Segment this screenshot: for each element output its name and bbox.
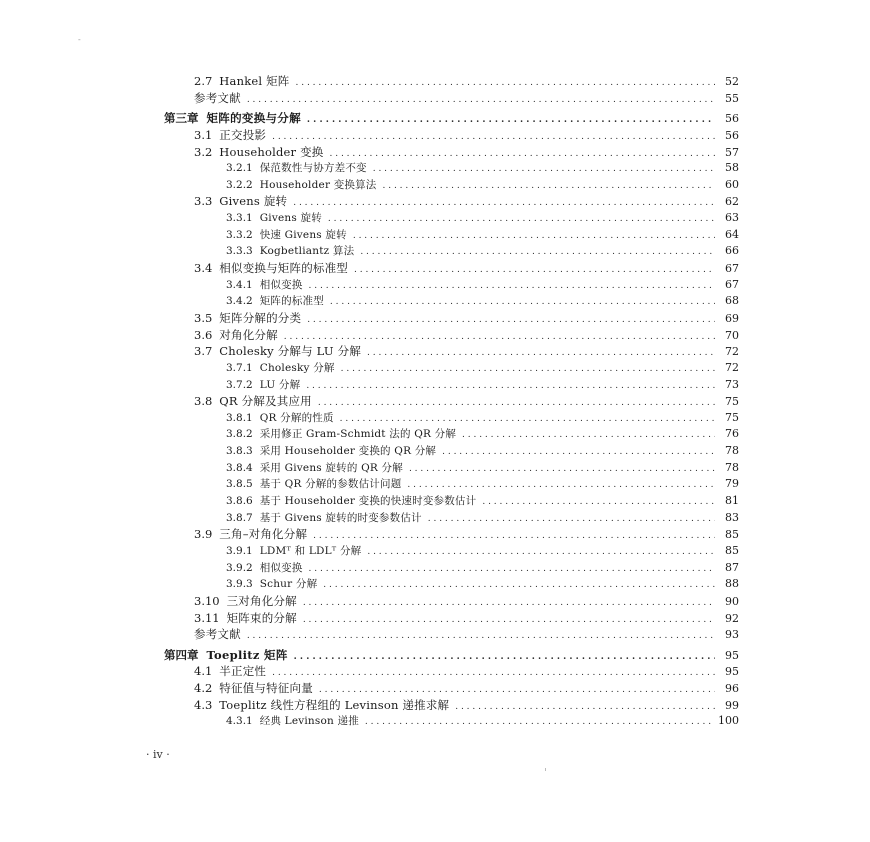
toc-entry-page: 57	[725, 145, 739, 159]
dot-leader	[296, 75, 716, 92]
dot-leader	[307, 312, 715, 329]
toc-entry-page: 79	[725, 477, 739, 491]
toc-entry-page: 85	[725, 543, 739, 557]
toc-entry[interactable]	[164, 593, 739, 610]
toc-entry-title: QR 分解的性质	[259, 411, 334, 424]
toc-entry-page: 73	[725, 377, 739, 391]
toc-entry[interactable]	[164, 210, 739, 227]
toc-entry-page: 67	[725, 262, 739, 276]
toc-entry-title: 基于 Householder 变换的快速时变参数估计	[259, 495, 477, 508]
toc-entry-page: 68	[725, 294, 739, 308]
toc-entry-number: 3.6	[194, 327, 213, 342]
toc-entry-page: 70	[725, 328, 739, 342]
dot-leader	[365, 714, 714, 731]
toc-entry[interactable]	[164, 260, 739, 277]
toc-entry[interactable]	[164, 90, 739, 107]
toc-entry[interactable]	[164, 193, 739, 210]
toc-entry-title: Cholesky 分解	[259, 361, 335, 374]
toc-entry-number: 3.7.2	[226, 378, 253, 391]
toc-entry-title: Schur 分解	[259, 578, 318, 591]
dot-leader	[340, 411, 715, 428]
toc-entry[interactable]	[164, 510, 739, 527]
toc-entry-title: 保范数性与协方差不变	[259, 162, 367, 175]
toc-entry[interactable]	[164, 576, 739, 593]
toc-entry-number: 3.9.2	[226, 561, 253, 574]
dot-leader	[294, 649, 715, 666]
toc-entry[interactable]	[164, 327, 739, 344]
toc-entry-title: 三对角化分解	[226, 593, 297, 608]
toc-entry[interactable]	[164, 460, 739, 477]
toc-entry-page: 72	[725, 360, 739, 374]
toc-entry-number: 3.9	[194, 527, 213, 542]
dot-leader	[303, 612, 715, 629]
dot-leader	[442, 444, 715, 461]
toc-entry-page: 85	[725, 528, 739, 542]
toc-entry[interactable]	[164, 393, 739, 410]
toc-entry-title: 采用修正 Gram-Schmidt 法的 QR 分解	[259, 428, 457, 441]
dot-leader	[455, 699, 715, 716]
toc-entry-number: 3.11	[194, 610, 220, 625]
toc-entry-title: 对角化分解	[219, 327, 278, 342]
toc-entry-number: 3.5	[194, 310, 213, 325]
toc-entry-page: 66	[725, 244, 739, 258]
toc-entry-title: QR 分解及其应用	[219, 394, 312, 409]
toc-entry[interactable]	[164, 360, 739, 377]
toc-entry-title: 特征值与特征向量	[219, 681, 313, 696]
toc-entry[interactable]	[164, 426, 739, 443]
toc-entry-title: 半正定性	[219, 664, 267, 679]
toc-entry-page: 76	[725, 427, 739, 441]
toc-entry-number: 第四章	[164, 647, 199, 662]
toc-entry-page: 75	[725, 395, 739, 409]
toc-entry[interactable]	[164, 377, 739, 394]
toc-entry-title: 相似变换与矩阵的标准型	[219, 261, 348, 276]
toc-entry-page: 88	[725, 577, 739, 591]
page-number: · iv ·	[146, 748, 170, 761]
toc-entry-number: 3.3.3	[226, 245, 253, 258]
toc-entry-number: 3.4	[194, 261, 213, 276]
toc-entry-number: 3.8.5	[226, 478, 253, 491]
dot-leader	[428, 511, 715, 528]
toc-entry-number: 3.3	[194, 194, 213, 209]
toc-entry-number: 3.3.2	[226, 228, 253, 241]
toc-entry-page: 64	[725, 227, 739, 241]
toc-entry-title: 基于 QR 分解的参数估计问题	[259, 478, 402, 491]
toc-entry-number: 3.8.4	[226, 461, 253, 474]
toc-entry-page: 62	[725, 195, 739, 209]
toc-entry-number: 4.3.1	[226, 715, 253, 728]
dot-leader	[247, 92, 715, 109]
toc-entry-page: 95	[725, 648, 739, 662]
dot-leader	[482, 494, 715, 511]
dot-leader	[354, 262, 715, 279]
toc-entry-number: 4.1	[194, 664, 213, 679]
toc-entry-title: 参考文献	[194, 90, 241, 105]
toc-entry-number: 3.2	[194, 144, 213, 159]
dot-leader	[328, 211, 715, 228]
toc-entry-page: 93	[725, 628, 739, 642]
toc-entry[interactable]	[164, 526, 739, 543]
toc-entry-title: Householder 变换	[219, 144, 324, 159]
toc-entry-page: 58	[725, 161, 739, 175]
toc-entry[interactable]	[164, 476, 739, 493]
toc-entry[interactable]	[164, 110, 739, 127]
toc-entry-page: 60	[725, 177, 739, 191]
dot-leader	[383, 178, 716, 195]
toc-entry-title: 三角–对角化分解	[219, 527, 308, 542]
toc-entry-title: 参考文献	[194, 627, 241, 642]
toc-entry[interactable]	[164, 243, 739, 260]
toc-entry[interactable]	[164, 610, 739, 627]
dot-leader	[306, 378, 715, 395]
toc-entry[interactable]	[164, 160, 739, 177]
toc-entry-number: 3.8.7	[226, 511, 253, 524]
toc-entry-title: 矩阵束的分解	[226, 610, 297, 625]
toc-entry-page: 96	[725, 682, 739, 696]
toc-entry-page: 75	[725, 410, 739, 424]
toc-entry-number: 3.8.3	[226, 445, 253, 458]
toc-entry[interactable]	[164, 680, 739, 697]
toc-entry-number: 3.9.1	[226, 544, 253, 557]
dot-leader	[373, 161, 715, 178]
toc-entry-number: 3.1	[194, 127, 213, 142]
toc-entry-number: 3.8.1	[226, 411, 253, 424]
toc-entry-page: 72	[725, 345, 739, 359]
toc-entry-number: 3.8.6	[226, 495, 253, 508]
dot-leader	[407, 477, 715, 494]
toc-entry-page: 90	[725, 594, 739, 608]
toc-entry-title: 矩阵分解的分类	[219, 310, 302, 325]
dot-leader	[272, 665, 715, 682]
dot-leader	[309, 278, 715, 295]
toc-entry-number: 3.8	[194, 394, 213, 409]
dot-leader	[462, 427, 715, 444]
toc-entry-page: 63	[725, 211, 739, 225]
toc-entry-title: Toeplitz 线性方程组的 Levinson 递推求解	[219, 697, 450, 712]
toc-entry-page: 78	[725, 444, 739, 458]
toc-entry-number: 第三章	[164, 111, 199, 126]
toc-entry-page: 78	[725, 460, 739, 474]
toc-entry-number: 3.3.1	[226, 212, 253, 225]
toc-entry-number: 4.2	[194, 681, 213, 696]
toc-entry-page: 99	[725, 698, 739, 712]
toc-entry[interactable]	[164, 177, 739, 194]
dot-leader	[341, 361, 715, 378]
toc-entry[interactable]	[164, 543, 739, 560]
toc-entry[interactable]	[164, 663, 739, 680]
toc-entry[interactable]	[164, 144, 739, 161]
toc-entry[interactable]	[164, 443, 739, 460]
toc-entry-number: 2.7	[194, 74, 213, 88]
toc-entry[interactable]	[164, 697, 739, 714]
toc-entry-title: Hankel 矩阵	[219, 74, 290, 88]
toc-entry[interactable]	[164, 647, 739, 664]
dot-leader	[313, 528, 715, 545]
dot-leader	[323, 577, 715, 594]
toc-entry-page: 55	[725, 91, 739, 105]
toc-entry-title: 矩阵的标准型	[259, 295, 324, 308]
dot-leader	[330, 294, 715, 311]
dot-leader	[303, 595, 715, 612]
toc-entry-title: Cholesky 分解与 LU 分解	[219, 344, 362, 359]
toc-entry-page: 87	[725, 560, 739, 574]
toc-entry-number: 3.4.2	[226, 295, 253, 308]
dot-leader	[360, 244, 715, 261]
dot-leader	[330, 146, 716, 163]
toc-entry-title: Kogbetliantz 算法	[259, 245, 355, 258]
toc-entry-page: 83	[725, 510, 739, 524]
toc-entry[interactable]	[164, 127, 739, 144]
dot-leader	[318, 395, 715, 412]
toc-entry-title: Householder 变换算法	[259, 178, 377, 191]
toc-entry[interactable]	[164, 410, 739, 427]
toc-entry[interactable]	[164, 293, 739, 310]
toc-entry-title: 基于 Givens 旋转的时变参数估计	[259, 511, 422, 524]
toc-entry[interactable]	[164, 277, 739, 294]
toc-entry-number: 3.7.1	[226, 361, 253, 374]
toc-entry-number: 4.3	[194, 697, 213, 712]
table-of-contents	[164, 73, 739, 730]
toc-entry-title: LDMᵀ 和 LDLᵀ 分解	[259, 544, 362, 557]
dot-leader	[247, 628, 715, 645]
toc-entry[interactable]	[164, 227, 739, 244]
scan-mark: -	[78, 35, 81, 44]
toc-entry-title: 相似变换	[259, 278, 303, 291]
toc-entry-page: 69	[725, 311, 739, 325]
toc-entry[interactable]	[164, 310, 739, 327]
toc-entry-title: 相似变换	[259, 561, 303, 574]
toc-entry-title: Toeplitz 矩阵	[206, 647, 288, 662]
toc-entry-number: 3.7	[194, 344, 213, 359]
dot-leader	[272, 129, 715, 146]
toc-entry-title: 正交投影	[219, 127, 267, 142]
toc-entry-number: 3.4.1	[226, 278, 253, 291]
toc-entry-number: 3.8.2	[226, 428, 253, 441]
toc-entry-title: Givens 旋转	[259, 212, 322, 225]
dot-leader	[353, 228, 715, 245]
toc-entry[interactable]	[164, 493, 739, 510]
toc-entry-title: 快速 Givens 旋转	[259, 228, 347, 241]
toc-entry-title: 经典 Levinson 递推	[259, 715, 359, 728]
toc-entry-page: 67	[725, 277, 739, 291]
toc-entry-page: 95	[725, 665, 739, 679]
toc-entry[interactable]	[164, 73, 739, 90]
toc-entry-title: LU 分解	[259, 378, 301, 391]
toc-entry-title: 矩阵的变换与分解	[206, 111, 301, 126]
dot-leader	[409, 461, 715, 478]
dot-leader	[309, 561, 715, 578]
toc-entry-page: 52	[725, 75, 739, 88]
toc-entry-title: 采用 Householder 变换的 QR 分解	[259, 445, 437, 458]
toc-entry-number: 3.2.2	[226, 178, 253, 191]
toc-entry[interactable]	[164, 343, 739, 360]
toc-entry-page: 56	[725, 128, 739, 142]
toc-entry-number: 3.9.3	[226, 578, 253, 591]
toc-entry[interactable]	[164, 626, 739, 643]
dot-leader	[367, 544, 715, 561]
toc-entry-page: 56	[725, 112, 739, 126]
toc-entry-number: 3.10	[194, 593, 220, 608]
dot-leader	[307, 112, 715, 129]
scan-speck	[545, 768, 546, 771]
toc-entry[interactable]	[164, 560, 739, 577]
toc-entry-number: 3.2.1	[226, 162, 253, 175]
dot-leader	[367, 345, 715, 362]
toc-entry-page: 92	[725, 611, 739, 625]
dot-leader	[293, 195, 715, 212]
toc-entry-title: 采用 Givens 旋转的 QR 分解	[259, 461, 403, 474]
toc-entry-title: Givens 旋转	[219, 194, 288, 209]
toc-entry-page: 81	[725, 494, 739, 508]
toc-entry[interactable]	[164, 713, 739, 730]
toc-entry-page: 100	[718, 714, 739, 728]
